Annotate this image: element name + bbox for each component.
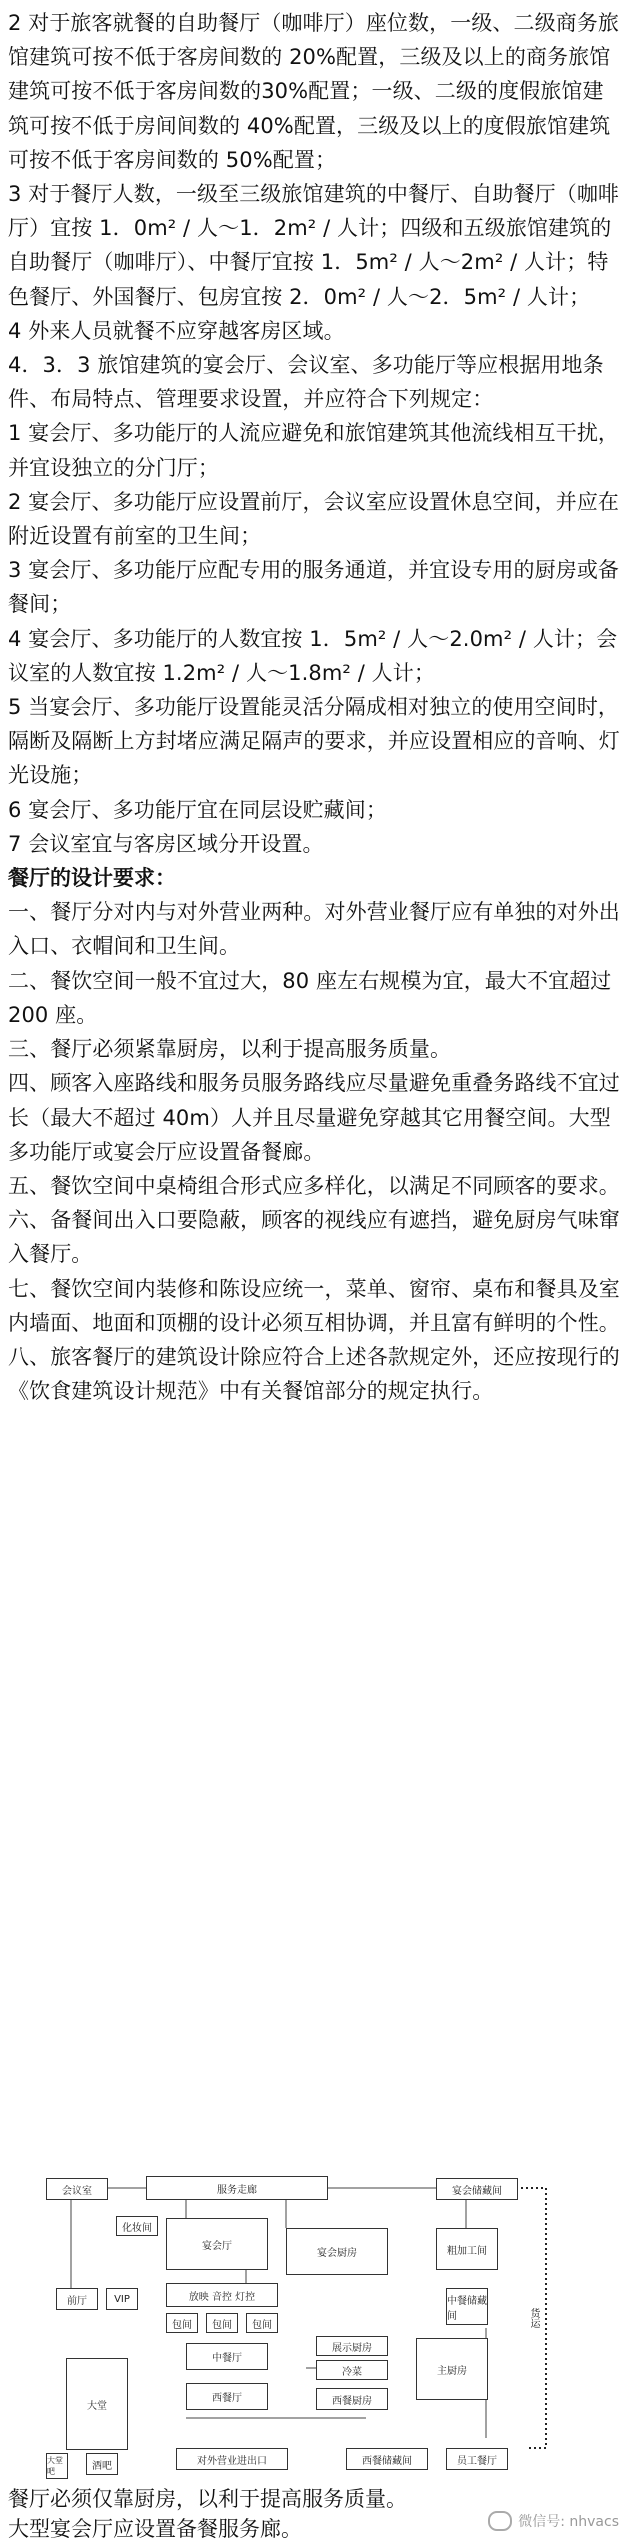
box-chinese-restaurant: 中餐厅 (186, 2343, 268, 2370)
box-lobby: 大堂 (66, 2358, 128, 2450)
paragraph: 2 宴会厅、多功能厅应设置前厅，会议室应设置休息空间，并应在附近设置有前室的卫生间； (8, 489, 620, 549)
paragraph: 6 宴会厅、多功能厅宜在同层设贮藏间； (8, 797, 387, 822)
paragraph: 5 当宴会厅、多功能厅设置能灵活分隔成相对独立的使用空间时，隔断及隔断上方封堵应满足隔声的要求，并应设置相应的音响、灯光设施； (8, 695, 620, 788)
wechat-icon (488, 2511, 512, 2531)
box-staff-dining: 员工餐厅 (446, 2448, 508, 2470)
box-foyer: 前厅 (56, 2288, 98, 2310)
box-vip: VIP (106, 2288, 138, 2310)
paragraph: 四、顾客入座路线和服务员服务路线应尽量避免重叠务路线不宜过长（最大不超过 40m）人并且尽量避免穿越其它用餐空间。大型多功能厅或宴会厅应设置备餐廊。 (8, 1071, 620, 1164)
paragraph: 3 宴会厅、多功能厅应配专用的服务通道，并宜设专用的厨房或备餐间； (8, 558, 620, 617)
box-cold: 冷菜 (316, 2360, 388, 2380)
label-goods: 货运 (528, 2308, 539, 2328)
box-western-storage: 西餐储藏间 (346, 2448, 428, 2470)
floorplan-diagram (46, 2168, 566, 2478)
box-western-kitchen: 西餐厨房 (316, 2388, 388, 2410)
box-lobby-bar: 大堂吧 (46, 2453, 68, 2479)
box-banquet-kitchen: 宴会厨房 (286, 2228, 388, 2275)
watermark-text: 微信号: nhvacs (518, 2514, 619, 2530)
box-banquet-hall: 宴会厅 (166, 2218, 268, 2270)
box-entrance: 对外营业进出口 (176, 2448, 288, 2470)
box-private-2: 包间 (206, 2313, 238, 2333)
box-chinese-storage: 中餐储藏间 (446, 2288, 488, 2325)
box-makeup: 化妆间 (116, 2216, 158, 2236)
box-western-restaurant: 西餐厅 (186, 2383, 268, 2410)
caption-1: 餐厅必须仅靠厨房，以利于提高服务质量。 (8, 2487, 407, 2511)
paragraph: 七、餐饮空间内装修和陈设应统一，菜单、窗帘、桌布和餐具及室内墙面、地面和顶棚的设计必须互相协调，并且富有鲜明的个性。 (8, 1276, 620, 1335)
box-main-kitchen: 主厨房 (416, 2338, 488, 2400)
paragraph: 2 对于旅客就餐的自助餐厅（咖啡厅）座位数，一级、二级商务旅馆建筑可按不低于客房间数的 20%配置，三级及以上的商务旅馆建筑可按不低于客房间数的30%配置；一级、二级的度假旅馆建筑可按不低于房间间数的 40%配置，三级及以上的度假旅馆建筑可按不低于客房间数的 50%配置； (8, 11, 620, 172)
paragraph: 八、旅客餐厅的建筑设计除应符合上述各款规定外，还应按现行的《饮食建筑设计规范》中有关餐馆部分的规定执行。 (8, 1344, 620, 1404)
article-text (8, 6, 621, 1408)
box-private-3: 包间 (246, 2313, 278, 2333)
box-banquet-storage: 宴会储藏间 (436, 2178, 518, 2200)
box-bar: 酒吧 (86, 2453, 118, 2475)
paragraph: 六、备餐间出入口要隐蔽，顾客的视线应有遮挡，避免厨房气味窜入餐厅。 (8, 1208, 620, 1267)
box-display-kitchen: 展示厨房 (316, 2336, 388, 2356)
paragraph: 一、餐厅分对内与对外营业两种。对外营业餐厅应有单独的对外出入口、衣帽间和卫生间。 (8, 900, 620, 959)
box-service-corridor: 服务走廊 (146, 2176, 328, 2200)
paragraph: 4．3．3 旅馆建筑的宴会厅、会议室、多功能厅等应根据用地条件、布局特点、管理要求设置，并应符合下列规定： (8, 353, 604, 412)
paragraph: 4 宴会厅、多功能厅的人数宜按 1．5m² / 人～2.0m² / 人计；会议室的人数宜按 1.2m² / 人～1.8m² / 人计； (8, 626, 618, 685)
paragraph: 二、餐饮空间一般不宜过大，80 座左右规模为宜，最大不宜超过 200 座。 (8, 968, 612, 1027)
paragraph: 三、餐厅必须紧靠厨房，以利于提高服务质量。 (8, 1037, 452, 1062)
paragraph: 4 外来人员就餐不应穿越客房区域。 (8, 318, 345, 343)
box-equipment: 放映 音控 灯控 (166, 2283, 278, 2307)
box-rough-process: 粗加工间 (436, 2228, 498, 2270)
paragraph: 五、餐饮空间中桌椅组合形式应多样化，以满足不同顾客的要求。 (8, 1173, 620, 1198)
box-meeting: 会议室 (46, 2178, 108, 2200)
box-private-1: 包间 (166, 2313, 198, 2333)
caption-2: 大型宴会厅应设置备餐服务廊。 (8, 2517, 302, 2541)
watermark (488, 2511, 619, 2531)
section-heading: 餐厅的设计要求： (8, 866, 176, 891)
paragraph: 3 对于餐厅人数，一级至三级旅馆建筑的中餐厅、自助餐厅（咖啡厅）宜按 1．0m² / 人～1．2m² / 人计；四级和五级旅馆建筑的自助餐厅（咖啡厅）、中餐厅宜按 1．5m² / 人～2m² / 人计；特色餐厅、外国餐厅、包房宜按 2．0m² / 人～2．5m² / 人计； (8, 182, 620, 309)
paragraph: 1 宴会厅、多功能厅的人流应避免和旅馆建筑其他流线相互干扰，并宜设独立的分门厅； (8, 421, 620, 480)
paragraph: 7 会议室宜与客房区域分开设置。 (8, 831, 324, 856)
